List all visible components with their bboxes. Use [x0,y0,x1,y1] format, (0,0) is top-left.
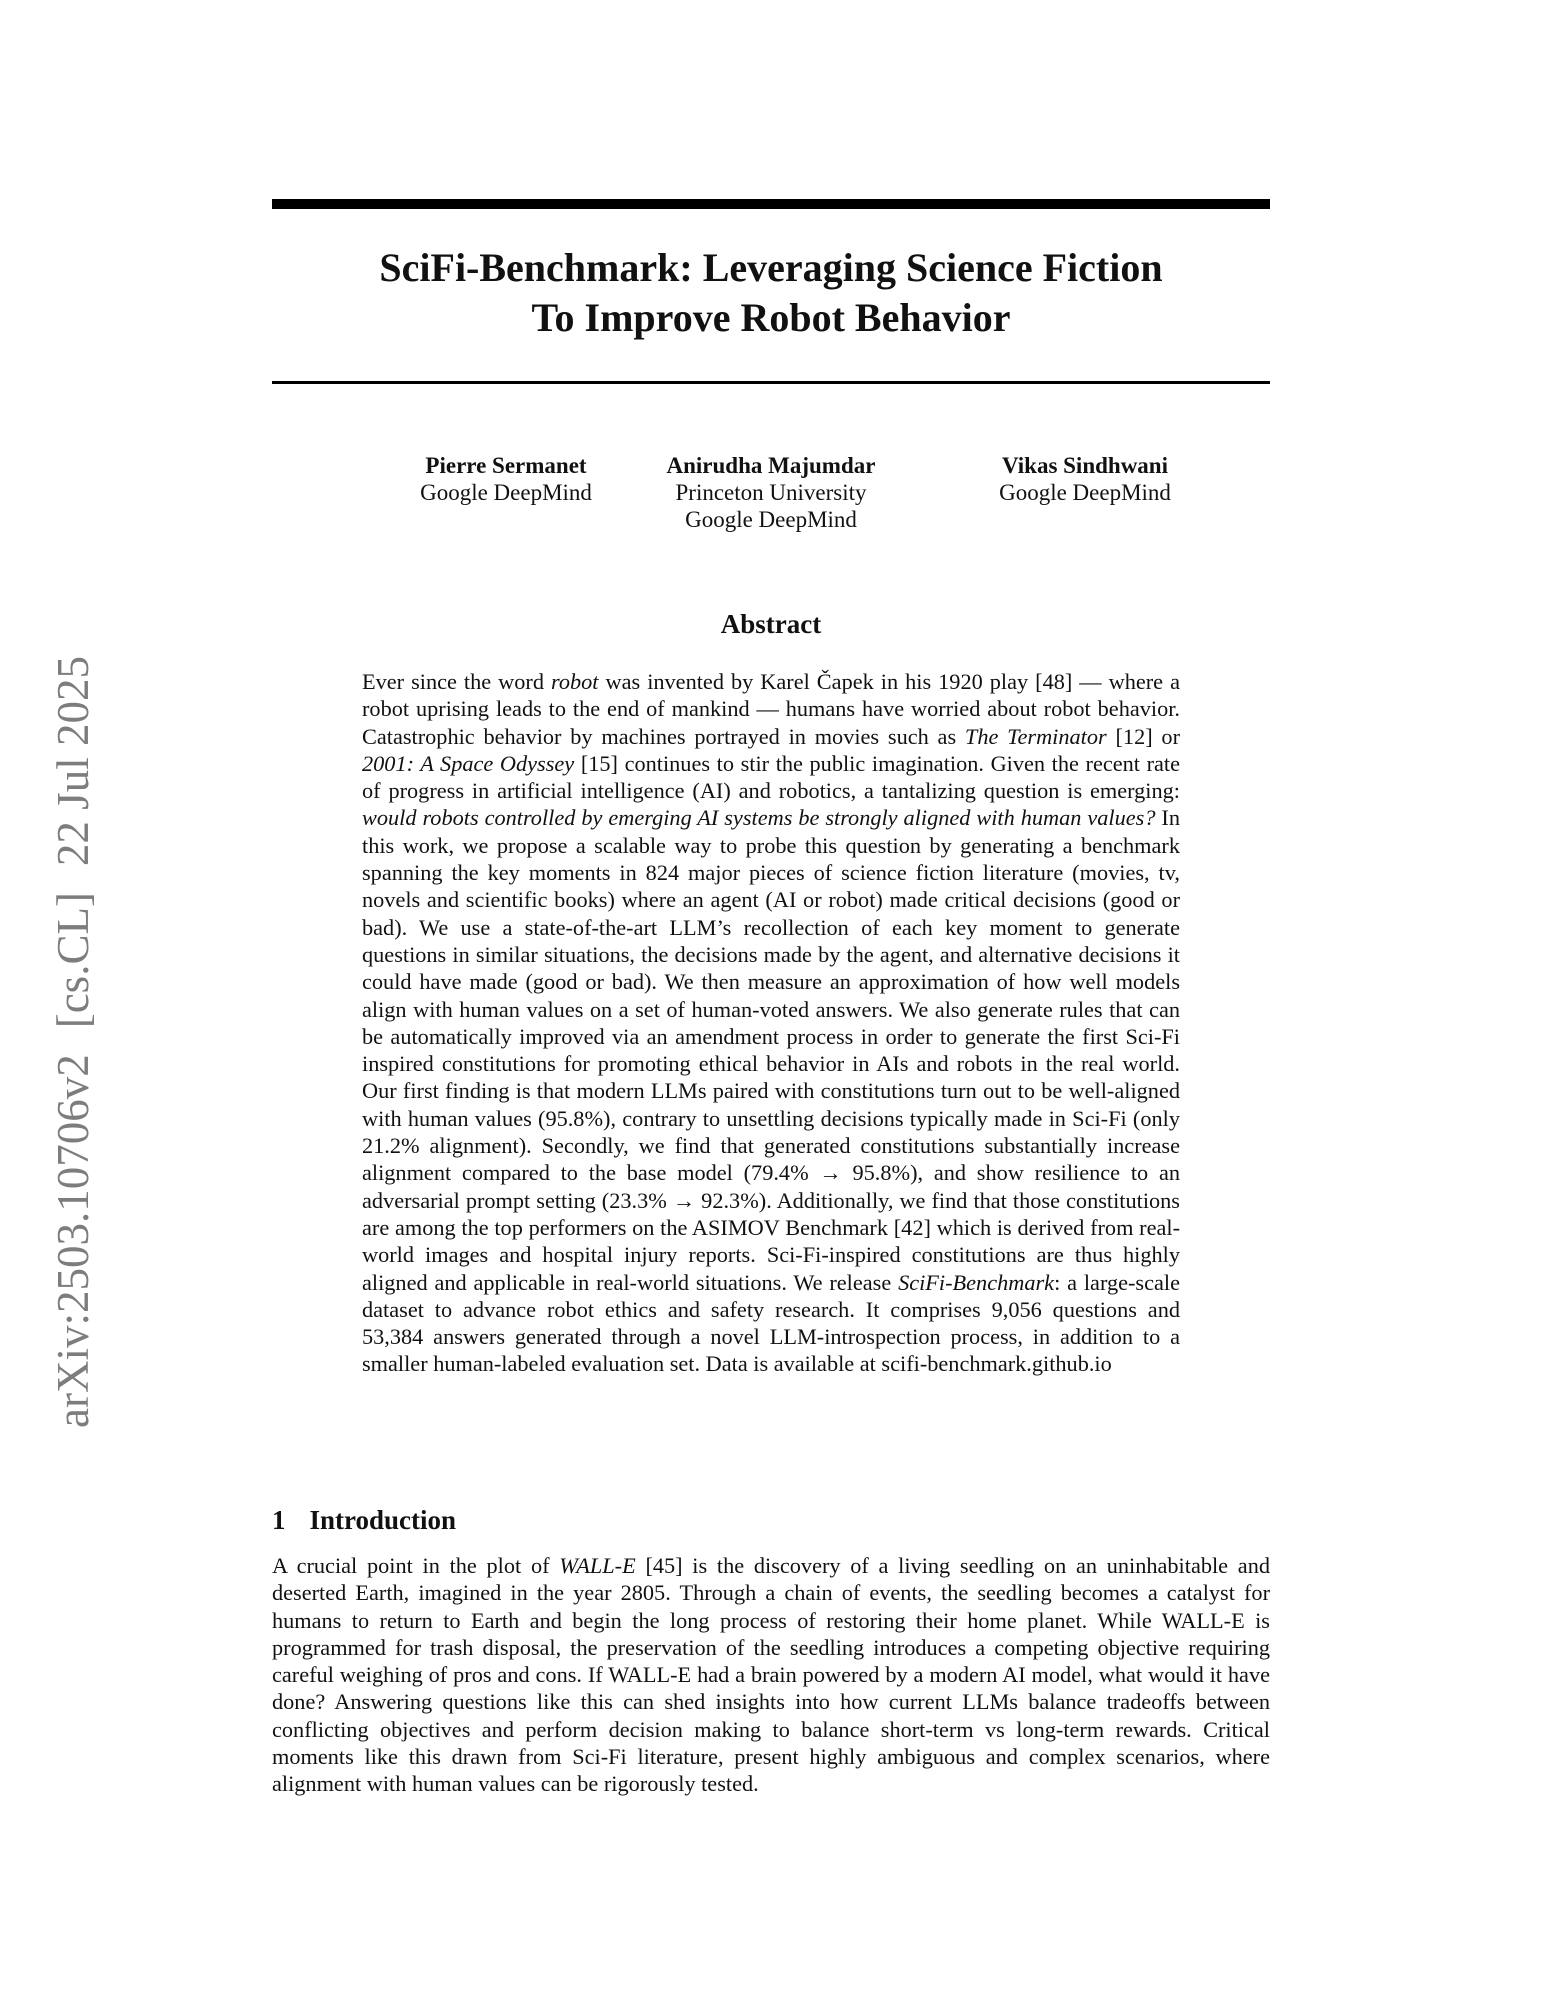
title-top-rule [272,199,1270,209]
abstract-text-part: In this work, we propose a scalable way to probe this question by generating a benchmark spanning the key moments in 824 major pieces of science fiction literature (movies, tv, novels and scientific books) where an agent (AI or robot) made critical decisions (good or bad). We use a state-of-the-art LLM’s recollection of each key moment to generate questions in similar situations, the decisions made by the agent, and alternative decisions it could have made (good or bad). We then measure an approximation of how well models align with human values on a set of human-voted answers. We also generate rules that can be automatically improved via an amendment process in order to generate the first Sci-Fi inspired constitutions for promoting ethical behavior in AIs and robots in the real world. Our first finding is that modern LLMs paired with constitutions turn out to be well-aligned with human values (95.8%), contrary to unsettling decisions typically made in Sci-Fi (only 21.2% alignment). Secondly, we find that generated constitutions substantially increase alignment compared to the base model (79.4% → 95.8%), and show resilience to an adversarial prompt setting (23.3% → 92.3%). Additionally, we find that those constitutions are among the top performers on the ASIMOV Benchmark [42] which is derived from real-world images and hospital injury reports. Sci-Fi-inspired constitutions are thus highly aligned and applicable in real-world situations. We release [362,805,1180,1295]
abstract-text-part: Ever since the word [362,669,551,694]
introduction-paragraph [272,1552,1270,1798]
section-heading-introduction [272,1504,456,1536]
title-bottom-rule [272,381,1270,384]
abstract-text [362,668,1180,1378]
author-affiliation: Google DeepMind [685,507,857,532]
author-2 [621,452,921,533]
author-name: Vikas Sindhwani [1002,453,1168,478]
abstract-emphasis: The Terminator [964,723,1107,749]
abstract-text-part: : a large-scale dataset to advance robot ethics and safety research. It comprises 9,056 questions and 53,384 answers generated through a novel LLM-introspection process, in addition to a smaller human-labeled evaluation set. Data is available at scifi-benchmark.github.io [362,1269,1180,1377]
title-line-1: SciFi-Benchmark: Leveraging Science Fiction [379,245,1163,290]
author-1 [356,452,656,506]
arxiv-date: 22 Jul 2025 [48,656,98,867]
abstract-text-part: [15] continues to stir the public imagination. Given the recent rate of progress in artificial intelligence (AI) and robotics, a tantalizing question is emerging: [362,750,1181,804]
title-line-2: To Improve Robot Behavior [531,295,1011,340]
arxiv-id: arXiv:2503.10706v2 [48,1054,98,1428]
author-affiliation: Princeton University [675,480,867,505]
abstract-emphasis: would robots controlled by emerging AI systems be strongly aligned with human values? [362,805,1156,831]
author-affiliation: Google DeepMind [999,480,1171,505]
intro-text-part: A crucial point in the plot of [272,1553,560,1578]
arxiv-identifier-stamp [48,656,98,1428]
author-affiliation: Google DeepMind [420,480,592,505]
abstract-emphasis: 2001: A Space Odyssey [362,750,575,776]
section-title: Introduction [309,1505,457,1535]
arxiv-category: [cs.CL] [48,892,98,1029]
author-name: Pierre Sermanet [425,453,587,478]
author-3 [935,452,1235,506]
section-number: 1 [272,1505,286,1535]
abstract-text-part: was invented by Karel Čapek in his 1920 play [48] — where a robot uprising leads to the end of mankind — humans have worried about robot behavior. Catastrophic behavior by machines portrayed in movies such as [362,669,1180,749]
abstract-heading: Abstract [720,609,822,639]
intro-emphasis: WALL-E [559,1553,636,1578]
abstract-text-part: [12] or [1106,723,1180,749]
author-block [272,452,1270,542]
abstract-emphasis: SciFi-Benchmark [898,1269,1055,1295]
author-name: Anirudha Majumdar [666,453,876,478]
paper-title [272,243,1270,343]
intro-text-part: [45] is the discovery of a living seedling on an uninhabitable and deserted Earth, imagined in the year 2805. Through a chain of events, the seedling becomes a catalyst for humans to return to Earth and begin the long process of restoring their home planet. While WALL-E is programmed for trash disposal, the preservation of the seedling introduces a competing objective requiring careful weighing of pros and cons. If WALL-E had a brain powered by a modern AI model, what would it have done? Answering questions like this can shed insights into how current LLMs balance tradeoffs between conflicting objectives and perform decision making to balance short-term vs long-term rewards. Critical moments like this drawn from Sci-Fi literature, present highly ambiguous and complex scenarios, where alignment with human values can be rigorously tested. [272,1553,1270,1797]
abstract-emphasis: robot [551,669,599,694]
